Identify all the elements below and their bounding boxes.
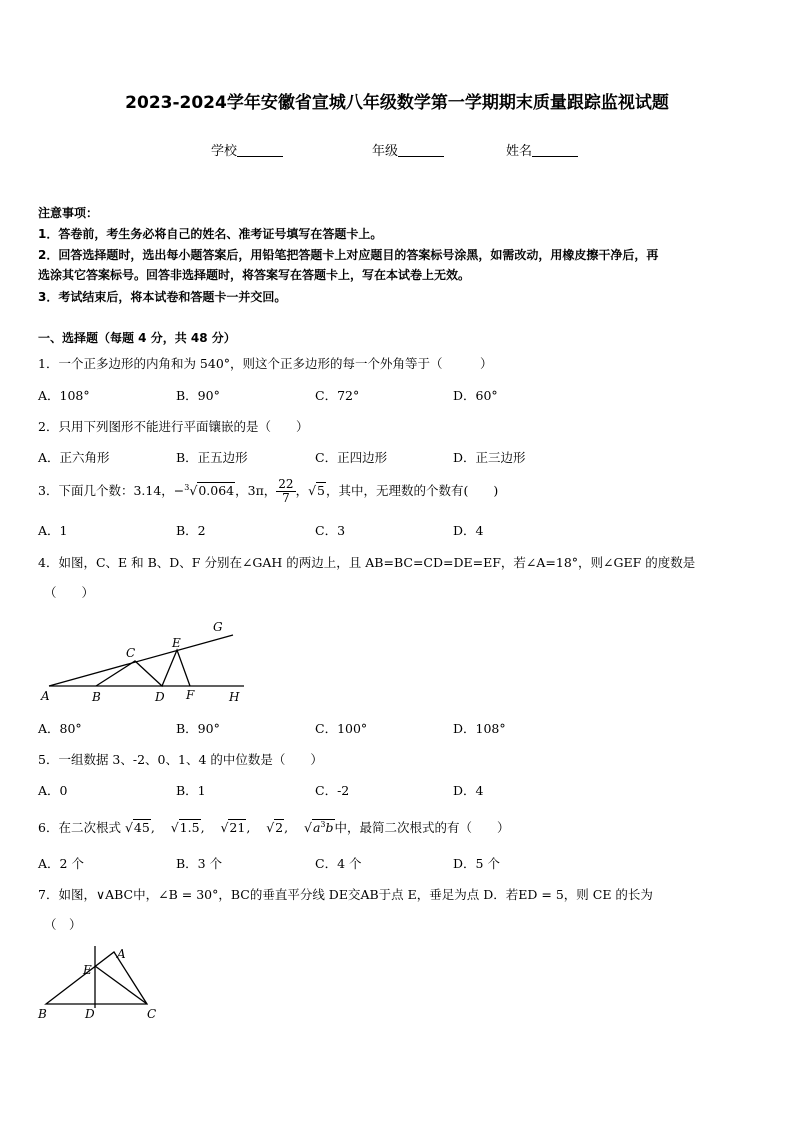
q3-stem: 3．下面几个数：3.14，−$^3$√0.064，3π， $\frac{22}{7}$ ，√5，其中，无理数的个数有( ) [38,477,499,505]
q3-sqrt-radicand: 5 [317,483,325,498]
q3-option-b: B．2 [176,523,206,538]
q7-triangle [46,952,147,1004]
q2-option-b: B．正五边形 [176,450,248,465]
q3-cube-index: 3 [184,482,190,492]
q6-radical-3: 21 [229,820,246,835]
notice-heading: 注意事项： [38,206,99,220]
q7-label-b: B [38,1007,47,1021]
q5-option-a: A．0 [38,783,68,798]
q6-stem: 6．在二次根式 √45, √1.5, √21, √2, $√a^3b$中，最简二次根式的有（ ） [38,819,510,835]
q4-label-d: D [155,690,165,704]
q6-option-c: C．4 个 [315,856,362,871]
q6-radical-4: 2 [275,820,284,835]
q3-cube-radicand: 0.064 [198,483,235,498]
q4-label-e: E [172,636,181,650]
q3-option-d: D．4 [453,523,484,538]
page-title: 2023-2024学年安徽省宣城八年级数学第一学期期末质量跟踪监视试题 [125,93,669,113]
q3-option-c: C．3 [315,523,346,538]
q6-radical-1: 45 [133,820,150,835]
q6-option-a: A．2 个 [38,856,84,871]
q4-option-b: B．90° [176,721,220,736]
q3-option-a: A．1 [38,523,68,538]
q5-option-c: C．-2 [315,783,350,798]
q4-label-g: G [213,620,223,634]
q7-label-e: E [83,963,92,977]
q2-stem: 2．只用下列图形不能进行平面镶嵌的是（ ） [38,419,309,434]
q6-option-b: B．3 个 [176,856,223,871]
q7-figure [34,944,164,1026]
q7-label-a: A [117,947,126,961]
q2-option-d: D．正三边形 [453,450,526,465]
q4-figure [36,615,256,707]
q1-option-a: A．108° [38,388,90,403]
notice-item-3: 3．考试结束后，将本试卷和答题卡一并交回。 [38,290,287,304]
q7-segment-ce [95,966,147,1004]
q2-option-a: A．正六角形 [38,450,110,465]
q4-paren: （ ） [44,585,95,600]
q1-option-c: C．72° [315,388,360,403]
q4-option-d: D．108° [453,721,506,736]
notice-item-2-cont: 选涂其它答案标号。回答非选择题时，将答案写在答题卡上，写在本试卷上无效。 [38,268,471,282]
q2-option-c: C．正四边形 [315,450,388,465]
q6-radical-5: $a^3b$ [312,819,334,835]
q4-ray-ag [49,635,233,686]
section-heading: 一、选择题（每题 4 分，共 48 分） [38,331,236,345]
q4-label-b: B [92,690,101,704]
q5-option-b: B．1 [176,783,206,798]
q6-radical-2: 1.5 [179,820,200,835]
q4-label-h: H [229,690,240,704]
q4-zigzag [96,650,190,686]
q5-stem: 5．一组数据 3、-2、0、1、4 的中位数是（ ） [38,752,323,767]
grade-field: 年级 [372,140,444,159]
q7-label-c: C [147,1007,157,1021]
q1-option-b: B．90° [176,388,220,403]
q7-label-d: D [85,1007,95,1021]
q1-stem: 1．一个正多边形的内角和为 540°，则这个正多边形的每一个外角等于（ ） [38,356,493,371]
q5-option-d: D．4 [453,783,484,798]
notice-item-1: 1．答卷前，考生务必将自己的姓名、准考证号填写在答题卡上。 [38,227,383,241]
q4-label-c: C [126,646,136,660]
q4-label-a: A [41,689,50,703]
q3-fraction: $\frac{22}{7}$ [278,477,294,505]
q4-option-a: A．80° [38,721,82,736]
q7-stem: 7．如图，∨ABC中，∠B = 30°，BC的垂直平分线 DE交AB于点 E，垂足为点 D．若ED = 5，则 CE 的长为 [38,887,653,902]
notice-item-2: 2．回答选择题时，选出每小题答案后，用铅笔把答题卡上对应题目的答案标号涂黑，如需改动，用橡皮擦干净后，再 [38,248,659,262]
school-field: 学校 [211,140,283,159]
name-field: 姓名 [506,140,578,159]
q7-paren: （ ） [44,917,82,932]
q4-option-c: C．100° [315,721,368,736]
q4-label-f: F [186,688,195,702]
q4-stem: 4．如图，C、E 和 B、D、F 分别在∠GAH 的两边上，且 AB=BC=CD=DE=EF，若∠A=18°，则∠GEF 的度数是 [38,555,696,570]
q6-option-d: D．5 个 [453,856,500,871]
q1-option-d: D．60° [453,388,498,403]
